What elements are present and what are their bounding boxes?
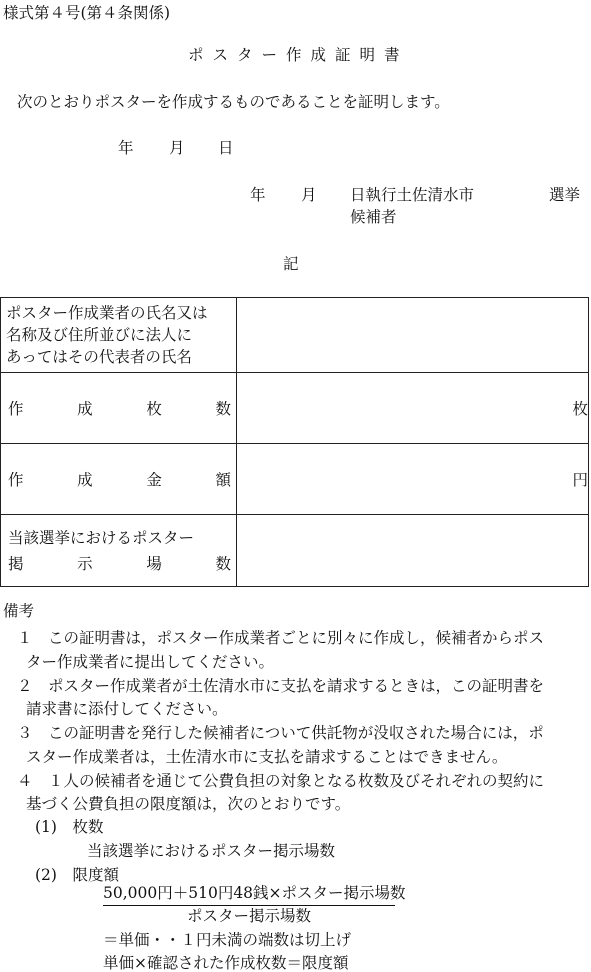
date2-month: 月 xyxy=(301,186,317,204)
date1-year: 年 xyxy=(118,139,134,157)
amount-label-char: 金 xyxy=(146,471,162,489)
quantity-label-char: 成 xyxy=(77,400,93,418)
date2-election: 選挙 xyxy=(549,186,581,204)
contractor-label-line-1: ポスター作成業者の氏名又は xyxy=(6,304,208,322)
quantity-label-char: 作 xyxy=(8,400,24,418)
locations-value-cell[interactable] xyxy=(237,515,589,587)
formula-denominator: ポスター掲示場数 xyxy=(187,907,312,925)
table-row-contractor xyxy=(1,298,589,373)
formula-result-2: 単価×確認された作成枚数＝限度額 xyxy=(103,954,349,972)
fraction-line xyxy=(103,905,395,906)
quantity-label-char: 数 xyxy=(215,400,231,418)
notes-heading: 備考 xyxy=(3,602,35,620)
table-row-locations xyxy=(1,515,589,587)
note-2-line-2: 請求書に添付してください。 xyxy=(26,700,228,718)
note-4-line-1: ４ １人の候補者を通じて公費負担の対象となる枚数及びそれぞれの契約に xyxy=(17,772,545,790)
document-title: ポスター作成証明書 xyxy=(188,46,409,64)
locations-label-char: 掲 xyxy=(8,554,24,573)
amount-value-cell[interactable] xyxy=(237,444,589,515)
note-1-line-2: ター作成業者に提出してください。 xyxy=(26,653,275,671)
contractor-label-cell xyxy=(1,298,237,373)
note-3-line-1: ３ この証明書を発行した候補者について供託物が没収された場合には，ポ xyxy=(17,724,544,742)
date1-month: 月 xyxy=(169,139,185,157)
note-4-line-2: 基づく公費負担の限度額は，次のとおりです。 xyxy=(26,795,351,813)
locations-label-char: 数 xyxy=(215,554,231,573)
form-number: 様式第４号(第４条関係) xyxy=(3,4,171,22)
contractor-value-cell[interactable] xyxy=(237,298,589,373)
date2-city: 日執行土佐清水市 xyxy=(350,186,475,204)
locations-label-cell xyxy=(1,515,237,587)
certificate-table xyxy=(0,297,589,587)
contractor-label-line-2: 名称及び住所並びに法人に xyxy=(6,326,193,344)
subitem-2-label: (2) 限度額 xyxy=(35,866,119,884)
subitem-1-label: (1) 枚数 xyxy=(35,818,104,836)
date1-day: 日 xyxy=(218,139,234,157)
statement: 次のとおりポスターを作成するものであることを証明します。 xyxy=(17,93,450,111)
quantity-label-cell xyxy=(1,373,237,444)
amount-label-char: 成 xyxy=(77,471,93,489)
subitem-1-text: 当該選挙におけるポスター掲示場数 xyxy=(87,842,336,860)
table-row-quantity xyxy=(1,373,589,444)
amount-unit: 円 xyxy=(572,471,588,489)
table-row-amount xyxy=(1,444,589,515)
candidate-label: 候補者 xyxy=(350,208,397,226)
amount-label-cell xyxy=(1,444,237,515)
note-3-line-2: スター作成業者は，土佐清水市に支払を請求することはできません。 xyxy=(26,748,508,766)
ki-mark: 記 xyxy=(283,255,299,273)
amount-label-char: 額 xyxy=(215,471,231,489)
formula-numerator: 50,000円＋510円48銭×ポスター掲示場数 xyxy=(103,884,406,902)
locations-label-char: 示 xyxy=(77,554,93,573)
quantity-unit: 枚 xyxy=(572,400,588,418)
date2-year: 年 xyxy=(250,186,266,204)
note-1-line-1: １ この証明書は，ポスター作成業者ごとに別々に作成し，候補者からポス xyxy=(17,629,545,647)
contractor-label-line-3: あってはその代表者の氏名 xyxy=(6,348,192,366)
quantity-label-char: 枚 xyxy=(146,400,162,418)
note-2-line-1: ２ ポスター作成業者が土佐清水市に支払を請求するときは，この証明書を xyxy=(17,677,545,695)
formula-result-1: ＝単価・・１円未満の端数は切上げ xyxy=(103,931,352,949)
locations-label-line-1: 当該選挙におけるポスター xyxy=(8,528,195,547)
quantity-value-cell[interactable] xyxy=(237,373,589,444)
locations-label-char: 場 xyxy=(146,554,162,573)
amount-label-char: 作 xyxy=(8,471,24,489)
